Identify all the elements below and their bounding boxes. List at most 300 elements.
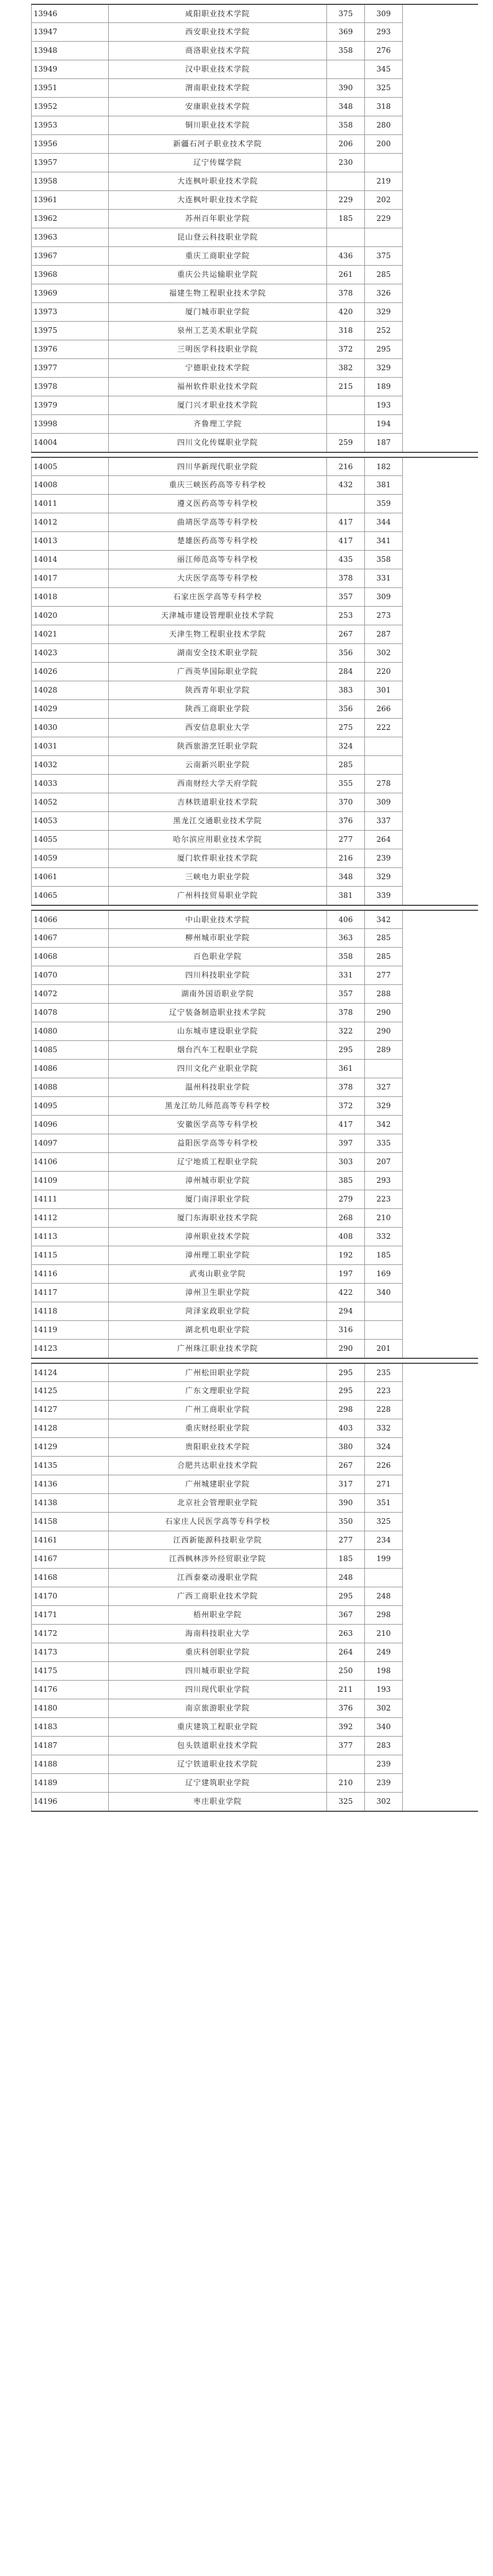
score-a: 216 — [327, 849, 365, 868]
school-code: 14188 — [32, 1755, 109, 1774]
empty-cell — [403, 1060, 478, 1078]
score-b: 223 — [365, 1190, 403, 1209]
score-a: 290 — [327, 1340, 365, 1359]
table-row — [32, 849, 478, 868]
school-name: 湖南外国语职业学院 — [109, 985, 327, 1004]
empty-cell — [403, 700, 478, 719]
table-row — [32, 1774, 478, 1793]
school-code: 14086 — [32, 1060, 109, 1078]
school-name: 四川现代职业学院 — [109, 1681, 327, 1699]
score-b — [365, 228, 403, 247]
table-row — [32, 793, 478, 812]
empty-cell — [403, 1153, 478, 1172]
empty-cell — [403, 644, 478, 663]
score-a: 316 — [327, 1321, 365, 1340]
table-row — [32, 663, 478, 681]
school-name: 石家庄人民医学高等专科学校 — [109, 1513, 327, 1531]
empty-cell — [403, 266, 478, 284]
score-a: 390 — [327, 1494, 365, 1513]
school-code: 14070 — [32, 966, 109, 985]
table-row — [32, 1116, 478, 1134]
school-name: 齐鲁理工学院 — [109, 415, 327, 434]
empty-cell — [403, 1419, 478, 1438]
empty-cell — [403, 1681, 478, 1699]
school-code: 14014 — [32, 551, 109, 569]
school-name: 中山职业技术学院 — [109, 910, 327, 929]
score-b: 340 — [365, 1718, 403, 1737]
score-b: 200 — [365, 135, 403, 154]
score-a: 377 — [327, 1737, 365, 1755]
school-name: 重庆三峡医药高等专科学校 — [109, 476, 327, 495]
empty-cell — [403, 1625, 478, 1643]
table-row — [32, 775, 478, 793]
empty-cell — [403, 1475, 478, 1494]
school-name: 湖北机电职业学院 — [109, 1321, 327, 1340]
table-row — [32, 1718, 478, 1737]
empty-cell — [403, 1793, 478, 1812]
school-name: 西南财经大学天府学院 — [109, 775, 327, 793]
school-code: 14118 — [32, 1302, 109, 1321]
school-name: 辽宁地质工程职业学院 — [109, 1153, 327, 1172]
score-a — [327, 1755, 365, 1774]
score-a: 210 — [327, 1774, 365, 1793]
school-code: 14135 — [32, 1457, 109, 1475]
score-b: 344 — [365, 513, 403, 532]
empty-cell — [403, 663, 478, 681]
empty-cell — [403, 247, 478, 266]
score-b: 229 — [365, 210, 403, 228]
school-code: 14189 — [32, 1774, 109, 1793]
table-row — [32, 625, 478, 644]
school-code: 14167 — [32, 1550, 109, 1569]
empty-cell — [403, 1246, 478, 1265]
score-b — [365, 154, 403, 172]
school-name: 黑龙江幼儿师范高等专科学校 — [109, 1097, 327, 1116]
school-code: 14109 — [32, 1172, 109, 1190]
score-a: 363 — [327, 929, 365, 948]
school-name: 漳州职业技术学院 — [109, 1228, 327, 1246]
empty-cell — [403, 1755, 478, 1774]
score-a: 348 — [327, 868, 365, 887]
school-code: 14161 — [32, 1531, 109, 1550]
score-a: 369 — [327, 23, 365, 42]
school-code: 14136 — [32, 1475, 109, 1494]
table-row — [32, 247, 478, 266]
score-a — [327, 172, 365, 191]
score-b: 332 — [365, 1228, 403, 1246]
school-code: 14116 — [32, 1265, 109, 1284]
empty-cell — [403, 1190, 478, 1209]
school-code: 13967 — [32, 247, 109, 266]
school-name: 辽宁铁道职业技术学院 — [109, 1755, 327, 1774]
table-row — [32, 513, 478, 532]
score-b — [365, 1569, 403, 1587]
score-b: 210 — [365, 1209, 403, 1228]
table-row — [32, 681, 478, 700]
school-code: 14023 — [32, 644, 109, 663]
school-code: 14123 — [32, 1340, 109, 1359]
school-code: 14171 — [32, 1606, 109, 1625]
score-b: 302 — [365, 644, 403, 663]
empty-cell — [403, 607, 478, 625]
empty-cell — [403, 831, 478, 849]
score-a: 358 — [327, 948, 365, 966]
empty-cell — [403, 985, 478, 1004]
score-a: 264 — [327, 1643, 365, 1662]
school-name: 厦门兴才职业技术学院 — [109, 396, 327, 415]
school-code: 14173 — [32, 1643, 109, 1662]
table-row — [32, 887, 478, 906]
score-a: 417 — [327, 532, 365, 551]
school-name: 陕西青年职业学院 — [109, 681, 327, 700]
school-name: 福建生物工程职业技术学院 — [109, 284, 327, 303]
score-b: 226 — [365, 1457, 403, 1475]
empty-cell — [403, 681, 478, 700]
score-a: 206 — [327, 135, 365, 154]
school-code: 14106 — [32, 1153, 109, 1172]
empty-cell — [403, 887, 478, 906]
score-b: 290 — [365, 1022, 403, 1041]
table-row — [32, 396, 478, 415]
score-a: 211 — [327, 1681, 365, 1699]
empty-cell — [403, 415, 478, 434]
school-code: 14085 — [32, 1041, 109, 1060]
score-b: 342 — [365, 910, 403, 929]
table-row — [32, 42, 478, 60]
school-name: 西安职业技术学院 — [109, 23, 327, 42]
score-a: 355 — [327, 775, 365, 793]
table-row — [32, 1419, 478, 1438]
school-code: 13968 — [32, 266, 109, 284]
score-a: 215 — [327, 378, 365, 396]
score-a: 385 — [327, 1172, 365, 1190]
table-row — [32, 415, 478, 434]
empty-cell — [403, 812, 478, 831]
score-a: 284 — [327, 663, 365, 681]
school-name: 益阳医学高等专科学校 — [109, 1134, 327, 1153]
table-row — [32, 1004, 478, 1022]
school-code: 13948 — [32, 42, 109, 60]
score-a: 267 — [327, 625, 365, 644]
empty-cell — [403, 434, 478, 453]
table-row — [32, 172, 478, 191]
score-b: 309 — [365, 4, 403, 23]
school-name: 陕西旅游烹饪职业学院 — [109, 737, 327, 756]
score-a: 268 — [327, 1209, 365, 1228]
empty-cell — [403, 849, 478, 868]
school-code: 14183 — [32, 1718, 109, 1737]
empty-cell — [403, 1401, 478, 1419]
empty-cell — [403, 476, 478, 495]
score-b: 329 — [365, 359, 403, 378]
score-a: 378 — [327, 1004, 365, 1022]
school-code: 14067 — [32, 929, 109, 948]
school-code: 14175 — [32, 1662, 109, 1681]
score-a: 361 — [327, 1060, 365, 1078]
score-b: 271 — [365, 1475, 403, 1494]
school-name: 西安信息职业大学 — [109, 719, 327, 737]
school-name: 四川华新现代职业学院 — [109, 457, 327, 476]
school-code: 14127 — [32, 1401, 109, 1419]
school-name: 温州科技职业学院 — [109, 1078, 327, 1097]
school-code: 13952 — [32, 98, 109, 116]
school-name: 商洛职业技术学院 — [109, 42, 327, 60]
school-name: 石家庄医学高等专科学校 — [109, 588, 327, 607]
school-code: 14017 — [32, 569, 109, 588]
empty-cell — [403, 569, 478, 588]
table-row — [32, 737, 478, 756]
empty-cell — [403, 948, 478, 966]
score-a: 357 — [327, 588, 365, 607]
school-code: 14068 — [32, 948, 109, 966]
score-a: 348 — [327, 98, 365, 116]
empty-cell — [403, 588, 478, 607]
school-name: 枣庄职业学院 — [109, 1793, 327, 1812]
table-block-2 — [31, 457, 478, 906]
score-a: 324 — [327, 737, 365, 756]
empty-cell — [403, 1494, 478, 1513]
school-code: 14112 — [32, 1209, 109, 1228]
school-code: 14026 — [32, 663, 109, 681]
score-a: 277 — [327, 1531, 365, 1550]
table-row — [32, 1228, 478, 1246]
table-row — [32, 495, 478, 513]
score-b: 290 — [365, 1004, 403, 1022]
school-code: 14117 — [32, 1284, 109, 1302]
school-name: 重庆科创职业学院 — [109, 1643, 327, 1662]
school-code: 14138 — [32, 1494, 109, 1513]
score-b: 283 — [365, 1737, 403, 1755]
school-name: 江西泰豪动漫职业学院 — [109, 1569, 327, 1587]
score-b: 302 — [365, 1699, 403, 1718]
table-row — [32, 79, 478, 98]
score-b: 187 — [365, 434, 403, 453]
score-a: 261 — [327, 266, 365, 284]
empty-cell — [403, 98, 478, 116]
score-a: 267 — [327, 1457, 365, 1475]
table-row — [32, 910, 478, 929]
table-row — [32, 868, 478, 887]
school-code: 14052 — [32, 793, 109, 812]
empty-cell — [403, 284, 478, 303]
table-row — [32, 116, 478, 135]
school-code: 13978 — [32, 378, 109, 396]
empty-cell — [403, 135, 478, 154]
score-b: 193 — [365, 1681, 403, 1699]
empty-cell — [403, 359, 478, 378]
school-name: 贵阳职业技术学院 — [109, 1438, 327, 1457]
school-name: 黑龙江交通职业技术学院 — [109, 812, 327, 831]
score-table-page — [31, 4, 472, 1816]
empty-cell — [403, 1531, 478, 1550]
empty-cell — [403, 228, 478, 247]
empty-cell — [403, 60, 478, 79]
empty-cell — [403, 210, 478, 228]
school-name: 广州工商职业学院 — [109, 1401, 327, 1419]
score-a: 408 — [327, 1228, 365, 1246]
table-row — [32, 1284, 478, 1302]
table-row — [32, 60, 478, 79]
empty-cell — [403, 457, 478, 476]
score-b: 207 — [365, 1153, 403, 1172]
table-row — [32, 1022, 478, 1041]
school-code: 14012 — [32, 513, 109, 532]
school-name: 重庆财经职业学院 — [109, 1419, 327, 1438]
table-row — [32, 1153, 478, 1172]
score-b: 239 — [365, 849, 403, 868]
empty-cell — [403, 1438, 478, 1457]
score-a: 295 — [327, 1041, 365, 1060]
school-code: 14172 — [32, 1625, 109, 1643]
empty-cell — [403, 1004, 478, 1022]
score-b: 228 — [365, 1401, 403, 1419]
school-name: 厦门城市职业学院 — [109, 303, 327, 322]
score-b: 337 — [365, 812, 403, 831]
score-b: 331 — [365, 569, 403, 588]
score-a: 275 — [327, 719, 365, 737]
table-row — [32, 1363, 478, 1382]
school-code: 14196 — [32, 1793, 109, 1812]
score-a: 432 — [327, 476, 365, 495]
score-a: 358 — [327, 116, 365, 135]
table-row — [32, 607, 478, 625]
school-name: 梧州职业学院 — [109, 1606, 327, 1625]
school-name: 辽宁传媒学院 — [109, 154, 327, 172]
table-row — [32, 831, 478, 849]
score-a: 383 — [327, 681, 365, 700]
score-a: 358 — [327, 42, 365, 60]
school-name: 渭南职业技术学院 — [109, 79, 327, 98]
score-b — [365, 756, 403, 775]
school-name: 苏州百年职业学院 — [109, 210, 327, 228]
table-row — [32, 210, 478, 228]
school-code: 14119 — [32, 1321, 109, 1340]
score-b: 325 — [365, 1513, 403, 1531]
empty-cell — [403, 42, 478, 60]
school-code: 14097 — [32, 1134, 109, 1153]
score-b: 210 — [365, 1625, 403, 1643]
school-code: 14018 — [32, 588, 109, 607]
school-code: 14032 — [32, 756, 109, 775]
school-name: 三明医学科技职业学院 — [109, 340, 327, 359]
school-code: 13958 — [32, 172, 109, 191]
score-a: 375 — [327, 4, 365, 23]
table-row — [32, 985, 478, 1004]
score-b: 340 — [365, 1284, 403, 1302]
empty-cell — [403, 1662, 478, 1681]
score-b — [365, 737, 403, 756]
empty-cell — [403, 1606, 478, 1625]
school-code: 13976 — [32, 340, 109, 359]
score-a: 185 — [327, 1550, 365, 1569]
school-code: 13962 — [32, 210, 109, 228]
school-code: 14180 — [32, 1699, 109, 1718]
score-a: 380 — [327, 1438, 365, 1457]
score-a: 372 — [327, 1097, 365, 1116]
school-name: 新疆石河子职业技术学院 — [109, 135, 327, 154]
empty-cell — [403, 172, 478, 191]
score-a: 295 — [327, 1587, 365, 1606]
school-name: 大连枫叶职业技术学院 — [109, 172, 327, 191]
empty-cell — [403, 1321, 478, 1340]
school-code: 14128 — [32, 1419, 109, 1438]
school-name: 柳州城市职业学院 — [109, 929, 327, 948]
table-row — [32, 378, 478, 396]
empty-cell — [403, 551, 478, 569]
school-name: 重庆建筑工程职业学院 — [109, 1718, 327, 1737]
table-row — [32, 1662, 478, 1681]
empty-cell — [403, 340, 478, 359]
table-row — [32, 1513, 478, 1531]
table-row — [32, 1550, 478, 1569]
score-a: 420 — [327, 303, 365, 322]
score-b: 276 — [365, 42, 403, 60]
school-name: 咸阳职业技术学院 — [109, 4, 327, 23]
empty-cell — [403, 719, 478, 737]
score-b: 252 — [365, 322, 403, 340]
score-b: 278 — [365, 775, 403, 793]
school-name: 吉林铁道职业技术学院 — [109, 793, 327, 812]
school-code: 14005 — [32, 457, 109, 476]
score-a: 406 — [327, 910, 365, 929]
school-name: 三峡电力职业学院 — [109, 868, 327, 887]
score-a: 378 — [327, 1078, 365, 1097]
school-name: 安徽医学高等专科学校 — [109, 1116, 327, 1134]
table-row — [32, 1494, 478, 1513]
table-row — [32, 266, 478, 284]
table-row — [32, 644, 478, 663]
school-code: 13951 — [32, 79, 109, 98]
school-code: 13998 — [32, 415, 109, 434]
table-row — [32, 1382, 478, 1401]
score-b: 326 — [365, 284, 403, 303]
score-a: 317 — [327, 1475, 365, 1494]
score-b: 194 — [365, 415, 403, 434]
table-row — [32, 1643, 478, 1662]
score-b: 185 — [365, 1246, 403, 1265]
table-row — [32, 340, 478, 359]
score-a — [327, 60, 365, 79]
score-b: 329 — [365, 303, 403, 322]
table-row — [32, 23, 478, 42]
score-a: 279 — [327, 1190, 365, 1209]
school-code: 14011 — [32, 495, 109, 513]
school-name: 楚雄医药高等专科学校 — [109, 532, 327, 551]
score-b: 220 — [365, 663, 403, 681]
table-row — [32, 1531, 478, 1550]
table-row — [32, 191, 478, 210]
table-row — [32, 1625, 478, 1643]
empty-cell — [403, 513, 478, 532]
empty-cell — [403, 737, 478, 756]
school-name: 漳州城市职业学院 — [109, 1172, 327, 1190]
score-b: 293 — [365, 1172, 403, 1190]
score-b: 359 — [365, 495, 403, 513]
school-name: 大庆医学高等专科学校 — [109, 569, 327, 588]
score-a: 356 — [327, 644, 365, 663]
empty-cell — [403, 1513, 478, 1531]
empty-cell — [403, 1078, 478, 1097]
score-a: 253 — [327, 607, 365, 625]
empty-cell — [403, 1587, 478, 1606]
empty-cell — [403, 1457, 478, 1475]
school-code: 13973 — [32, 303, 109, 322]
score-b: 287 — [365, 625, 403, 644]
table-row — [32, 1587, 478, 1606]
empty-cell — [403, 1284, 478, 1302]
table-row — [32, 1302, 478, 1321]
score-a: 197 — [327, 1265, 365, 1284]
